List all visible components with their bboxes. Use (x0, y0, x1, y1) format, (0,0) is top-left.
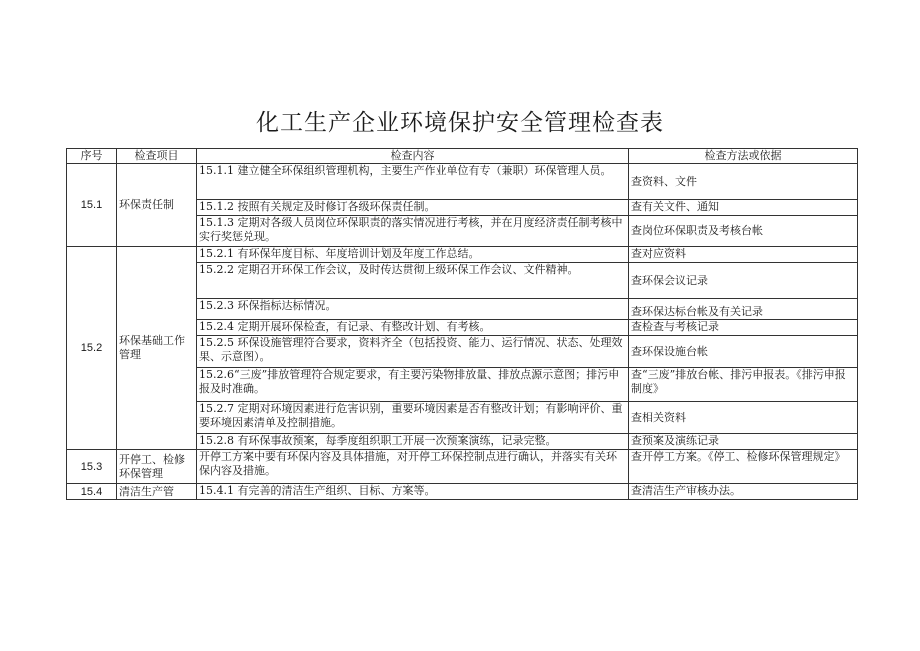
table-row (67, 164, 858, 200)
section-num: 15.4 (67, 484, 117, 500)
header-item: 检查项目 (117, 149, 197, 164)
check-content: 15.2.8 有环保事故预案，每季度组织职工开展一次预案演练，记录完整。 (197, 434, 629, 450)
section-item: 环保基础工作管理 (117, 247, 197, 450)
check-method: 查环保会议记录 (629, 263, 858, 299)
header-content: 检查内容 (197, 149, 629, 164)
check-content: 15.1.2 按照有关规定及时修订各级环保责任制。 (197, 200, 629, 216)
header-row (67, 149, 858, 164)
table-row (67, 247, 858, 263)
check-method: 查有关文件、通知 (629, 200, 858, 216)
check-method: 查环保设施台帐 (629, 336, 858, 368)
table-row (67, 484, 858, 500)
section-item: 开停工、检修环保管理 (117, 450, 197, 484)
check-content: 开停工方案中要有环保内容及具体措施，对开停工环保控制点进行确认，并落实有关环保内容及措施。 (197, 450, 629, 484)
section-num: 15.2 (67, 247, 117, 450)
check-method: 查岗位环保职责及考核台帐 (629, 216, 858, 247)
page-title: 化工生产企业环境保护安全管理检查表 (256, 110, 664, 136)
check-content: 15.1.3 定期对各级人员岗位环保职责的落实情况进行考核，并在月度经济责任制考核中实行奖惩兑现。 (197, 216, 629, 247)
check-method: 查开停工方案。《停工、检修环保管理规定》 (629, 450, 858, 484)
inspection-table (66, 148, 858, 500)
check-method: 查环保达标台帐及有关记录 (629, 299, 858, 320)
section-num: 15.3 (67, 450, 117, 484)
check-method: 查预案及演练记录 (629, 434, 858, 450)
header-method: 检查方法或依据 (629, 149, 858, 164)
check-method: 查相关资料 (629, 402, 858, 434)
check-method: 查资料、文件 (629, 164, 858, 200)
check-method: 查对应资料 (629, 247, 858, 263)
check-content: 15.2.1 有环保年度目标、年度培训计划及年度工作总结。 (197, 247, 629, 263)
check-content: 15.2.2 定期召开环保工作会议，及时传达贯彻上级环保工作会议、文件精神。 (197, 263, 629, 299)
section-item: 环保责任制 (117, 164, 197, 247)
check-content: 15.2.6“三废”排放管理符合规定要求，有主要污染物排放量、排放点源示意图；排污申报及时准确。 (197, 368, 629, 402)
check-content: 15.4.1 有完善的清洁生产组织、目标、方案等。 (197, 484, 629, 500)
check-content: 15.2.7 定期对环境因素进行危害识别，重要环境因素是否有整改计划；有影响评价、重要环境因素清单及控制措施。 (197, 402, 629, 434)
check-content: 15.1.1 建立健全环保组织管理机构，主要生产作业单位有专（兼职）环保管理人员。 (197, 164, 629, 200)
header-num: 序号 (67, 149, 117, 164)
check-content: 15.2.4 定期开展环保检查，有记录、有整改计划、有考核。 (197, 320, 629, 336)
check-method: 查检查与考核记录 (629, 320, 858, 336)
check-method: 查清洁生产审核办法。 (629, 484, 858, 500)
check-content: 15.2.5 环保设施管理符合要求，资料齐全（包括投资、能力、运行情况、状态、处理效果、示意图）。 (197, 336, 629, 368)
table-row (67, 450, 858, 484)
check-method: 查“三废”排放台帐、排污申报表。《排污申报制度》 (629, 368, 858, 402)
section-num: 15.1 (67, 164, 117, 247)
section-item: 清洁生产管 (117, 484, 197, 500)
check-content: 15.2.3 环保指标达标情况。 (197, 299, 629, 320)
